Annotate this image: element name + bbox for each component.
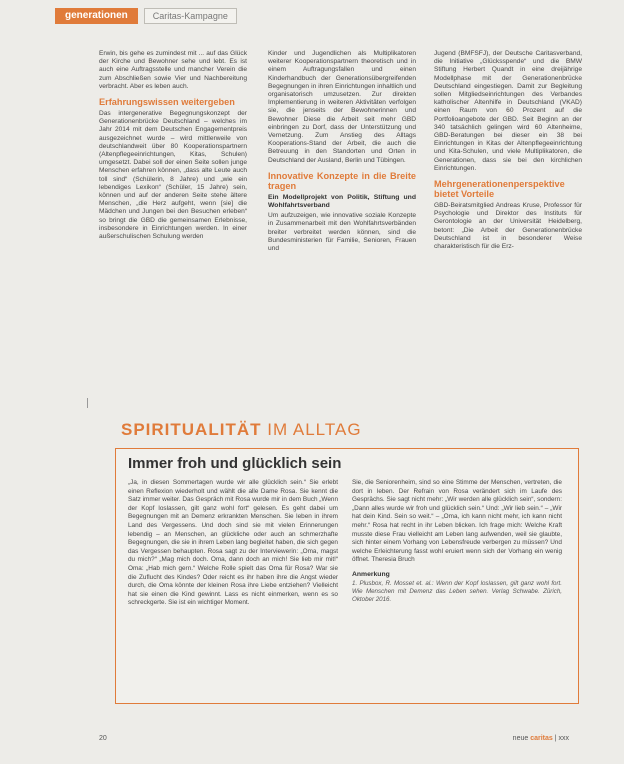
- heading-innovative-konzepte: Innovative Konzepte in die Breite tragen: [268, 170, 416, 191]
- heading-mehrgenerationen: Mehrgenerationenperspektive bietet Vorteile: [434, 179, 565, 200]
- spirituality-section: [115, 420, 577, 705]
- header-bar: [55, 8, 237, 24]
- box-right-body: Sie, die Seniorenheim, sind so eine Stimme der Menschen, vertreten, die dort in leben. Der Refrain von Rosa verändert sich im Laufe des Gesprächs. Sie sagt nicht mehr: „Wir werden alle glücklich sein“, sondern: „Dann alles wurde wir froh und glücklich sein.“ Und: „Wir lieb sein.“ – „Wir hat dein Kind. Sein so weit.“ – „Oma, ich kann nicht mehr, ich kann nicht mehr.“ Rosa hat recht in ihr Leben blicken. Ich frage mich: Welche Kraft musste diese Frau vielleicht am Leben lang aufwenden, weil sie glaubte, sich hinter einem Vorhang von Lebensfreude verbergen zu müssen? Und welche Erleichterung fasst wohl eruiert wenn sich der Vorhang ein wenig öffnet.: [352, 479, 562, 564]
- brand-caritas: caritas: [530, 735, 553, 742]
- note-text: 1. Plusbox, R. Mosset et. al.: Wenn der Kopf loslassen, gilt ganz wohl fort. Wie Menschen mit Demenz das Leben sehen. Verlag Schwabe. Zürich, Oktober 2016.: [352, 579, 562, 603]
- note-heading: Anmerkung: [352, 570, 390, 578]
- box-left-text: „Ja, in diesen Sommertagen wurde wir alle glücklich sein.“ Sie erlebt einen Reflexion wiederholt und wählt die alle Dame Rosa. Sie kennt die Satz immer weiter. Das Gespräch mit Rosa wurde mir in dem Buch „Wenn der Kopf loslassen, gilt ganz wohl fort“ gelesen. Es geht dabei um Begegnungen mit an Demenz erkrankten Menschen. Sie leben in ihrem Land des Vergessens. Und doch sind sie mit vielen Erinnerungen lebendig – an Menschen, an glückliche oder auch an schmerzhafte Begegnungen, die sie in ihrem Leben lang begleitet haben, die sich gegen das Vergessen behaupten. Rosa sagt zu der Interviewerin: „Oma, magst du mich?“ „Mag mich doch. Oma, dann doch an mich! Sie lieb mir mit!“ Oma: „Hab mich gern.“ Welche Rolle spielt das Oma für Rosa? War sie die Zuflucht des Kindes? Oder reicht es ihr haben ihre die Angst wieder durch, die Oma könnte der kleinen Rosa ihre Liebe entziehen? Vielleicht hat sie einen die Kind gewinnt. Lass es nicht einmerken, wenn es so schreckgerte. Sie ist ein wichtiger Moment.: [128, 479, 338, 607]
- col3-paragraph-1: Jugend (BMFSFJ), der Deutsche Caritasverband, die Initiative „Glücksspende“ und die BMW Stiftung Herbert Quandt in eine dreijährige Modellphase mit der Generationenbrücke Deutschland eingestiegen. Damit zur Begleitung sollen Mitgliedseinrichtungen des Verbandes katholischer Altenhilfe in Deutschland (VKAD) einen Raum von 60 Prozent auf die Portfolioangebote der GBD. Seit Beginn an der 340 tatsächlich gelingen wird 60 Altenheime, GBD-Beratungen bei dieser ein 38 bei Einrichtungen in Kitas der Altenpflegeeinrichtung und Kita-Schulen, und viele Multiplikatoren, die Generationen, dass sie bei den kirchlichen Einrichtungen.: [434, 50, 582, 172]
- brand-issue: | xxx: [552, 735, 569, 742]
- brand-neue: neue: [512, 735, 531, 742]
- col3-paragraph-2: GBD-Beiratsmitglied Andreas Kruse, Professor für Psychologie und Direktor des Instituts für Gerontologie an der Universität Heidelberg, betont: „Die Arbeit der Generationenbrücke Deutschland ist in besonderer Weise charakteristisch für die Erz-: [434, 202, 582, 251]
- box-title: Immer froh und glücklich sein: [128, 455, 342, 472]
- brand-footer: [513, 735, 569, 742]
- spirituality-word: SPIRITUALITÄT: [121, 420, 262, 439]
- article-column-1: [99, 50, 247, 244]
- section-tag: generationen: [55, 8, 138, 24]
- spirituality-heading: [121, 420, 362, 440]
- page-number: 20: [99, 735, 107, 742]
- col1-intro: Erwin, bis gehe es zumindest mit ... auf das Glück der Kirche und Bewohner sehe und lebt. Es ist auch eine Auftragsstelle und mancher Verein die zum Abschließen sowie Vier und Nachbereitung verbracht. Aber es leben auch.: [99, 50, 247, 90]
- spirituality-box: [115, 448, 579, 704]
- box-right-text: [352, 479, 562, 565]
- col2-paragraph-2: Um aufzuzeigen, wie innovative soziale Konzepte in Zusammenarbeit mit den Wohlfahrtsverbänden breiter verbreitet werden können, sind die Bundesministerien für Familie, Senioren, Frauen und: [268, 212, 416, 253]
- spirituality-rest: IM ALLTAG: [261, 420, 362, 439]
- heading-erfahrungswissen: Erfahrungswissen weitergeben: [99, 97, 235, 108]
- box-author: Theresia Bruch: [371, 556, 415, 564]
- margin-mark: [87, 398, 88, 408]
- article-column-2: [268, 50, 416, 256]
- box-column-2: [352, 479, 562, 604]
- footer: [99, 735, 569, 747]
- campaign-tag: Caritas-Kampagne: [144, 8, 237, 24]
- col1-paragraph: Das intergenerative Begegnungskonzept der Generationenbrücke Deutschland – welches im Jahr 2014 mit dem Deutschen Engagementpreis ausgezeichnet wurde – wird mittlerweile von deutschlandweit über 80 Kooperationspartnern (Altenpflegeeinrichtungen, Kitas, Schulen) umgesetzt. Dabei soll der einen Seite sollen junge Menschen erfahren können, „dass alte Leute auch toll sind“ (Schülerin, 8 Jahre) und „wie ein lebendiges Lexikon“ (Schüler, 15 Jahre) sein, können und auf der anderen Seite stehe ältere Menschen, „die Herz aufgeht, wenn [sie] die Mädchen und Jungen bei den Besuchen erleben“ so bringt die GBD die gemeinsamen Erlebnisse, insbesondere in Einrichtungen werden. In einer außerschulischen Schulung werden: [99, 110, 247, 241]
- subheading-modellprojekt: Ein Modellprojekt von Politik, Stiftung und Wohlfahrtsverband: [268, 193, 416, 210]
- article-column-3: [434, 50, 582, 254]
- box-column-1: [128, 479, 338, 608]
- col2-paragraph-1: Kinder und Jugendlichen als Multiplikatoren weiterer Kooperationspartnern theoretisch und in einem Auftragungsfallen und einen Kinderhandbuch der Generationsübergreifenden Begegnungen in ihren Einrichtungen inhaltlich und organisatorisch umzusetzen. Zur direkten Implementierung in weiteren Aktivitäten verfolgen sie, die jenseits der Bewohnerinnen und Bewohner Diese die Arbeit seit mehr GBD einbringen zu Dorf, dass der Unterstützung und Vernetzung. Zum Anstieg des Alltags Kooperations-Stand der Arbeit, die auch die Betreuung in den Standorten und Orten in Deutschland der Ausland, Berlin und Tübingen.: [268, 50, 416, 164]
